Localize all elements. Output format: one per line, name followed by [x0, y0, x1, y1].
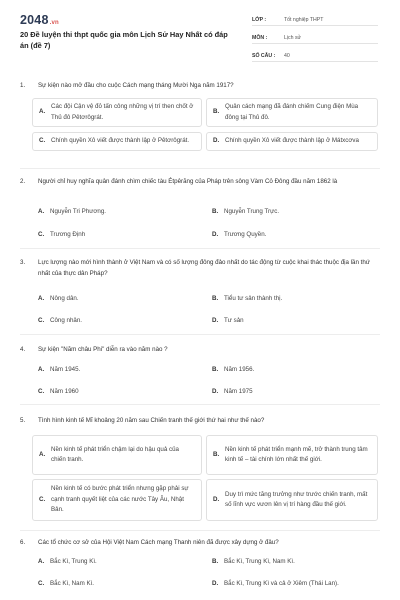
option-text: Bắc Kì, Trung Kì và cả ở Xiêm (Thái Lan).: [224, 580, 339, 587]
option-text: Nền kinh tế phát triển mạnh mẽ, trở thành trung tâm kinh tế – tài chính lớn nhất thế giới.: [225, 445, 368, 463]
logo-suffix: .vn: [49, 20, 59, 26]
option-text: Nền kinh tế phát triển chậm lại do hậu quả của chiến tranh.: [51, 445, 179, 463]
option-b[interactable]: [212, 294, 372, 305]
question-stem: [20, 80, 380, 91]
divider: [20, 168, 380, 169]
option-text: Tư sản: [224, 317, 244, 324]
option-letter: B.: [213, 450, 220, 458]
option-text: Nguyễn Tri Phương.: [50, 208, 107, 215]
question-stem: [20, 257, 380, 279]
option-text: Duy trì mức tăng trưởng như trước chiến tranh, mất số lĩnh vực vươn lên vị trí hàng đầu thế giới.: [225, 490, 368, 508]
option-letter: B.: [212, 366, 219, 373]
option-text: Bắc Kì, Trung Kì.: [50, 558, 97, 565]
option-c[interactable]: [38, 230, 198, 241]
option-text: Nguyễn Trung Trực.: [224, 208, 280, 215]
option-a[interactable]: [38, 294, 198, 305]
option-c[interactable]: [38, 579, 198, 590]
divider: [20, 248, 380, 249]
option-c[interactable]: [32, 132, 202, 151]
question-number: 5.: [20, 417, 26, 424]
option-text: Chính quyền Xô viết được thành lập ở Pêtơrôgrát.: [51, 137, 190, 144]
question-number: 3.: [20, 259, 26, 266]
option-letter: D.: [213, 495, 220, 503]
meta-count-label: SỐ CÂU :: [252, 52, 276, 59]
option-b[interactable]: [212, 557, 378, 568]
option-b[interactable]: [212, 207, 372, 218]
meta-subject-label: MÔN :: [252, 34, 268, 41]
option-text: Trương Định: [50, 231, 86, 238]
option-text: Quân cách mạng đã đánh chiếm Cung điện Mùa đông tại Thủ đô.: [225, 103, 359, 121]
question-stem: [20, 537, 380, 548]
option-b[interactable]: [206, 98, 378, 127]
option-letter: D.: [212, 388, 219, 395]
option-text: Năm 1945.: [50, 366, 81, 373]
option-letter: C.: [38, 580, 45, 587]
meta-class-row: [252, 14, 378, 26]
divider: [20, 530, 380, 531]
divider: [20, 404, 380, 405]
question-text: Sự kiện "Năm châu Phi" diễn ra vào năm nào ?: [38, 346, 168, 353]
option-text: Nền kinh tế có bước phát triển nhưng gặp phải sự cạnh tranh quyết liệt của các nước Tây Âu, Nhật Bản.: [51, 485, 189, 514]
option-d[interactable]: [212, 230, 372, 241]
question-text: Tình hình kinh tế Mĩ khoảng 20 năm sau Chiến tranh thế giới thứ hai như thế nào?: [38, 417, 265, 424]
option-letter: C.: [38, 388, 45, 395]
option-a[interactable]: [32, 435, 202, 475]
option-letter: D.: [213, 137, 220, 144]
meta-subject-value: Lịch sử: [284, 34, 302, 41]
option-letter: A.: [38, 208, 45, 215]
option-letter: A.: [39, 108, 46, 116]
option-text: Năm 1975: [224, 388, 253, 395]
site-logo[interactable]: [20, 13, 59, 27]
option-text: Chính quyền Xô viết được thành lập ở Mátxcơva: [225, 137, 359, 144]
option-d[interactable]: [212, 579, 378, 590]
question-stem: [20, 176, 380, 187]
divider: [20, 334, 380, 335]
option-letter: C.: [39, 137, 46, 144]
option-letter: A.: [39, 450, 46, 458]
option-letter: C.: [38, 317, 45, 324]
option-letter: D.: [212, 317, 219, 324]
question-text: Sự kiện nào mở đầu cho cuộc Cách mạng tháng Mười Nga năm 1917?: [38, 82, 234, 89]
question-stem: [20, 344, 380, 355]
logo-text: 2048: [20, 13, 49, 27]
option-text: Bắc Kì, Trung Kì, Nam Kì.: [224, 558, 295, 565]
page-header: [0, 0, 400, 62]
question-number: 6.: [20, 539, 26, 546]
option-letter: B.: [212, 208, 219, 215]
question-text: Các tổ chức cơ sở của Hội Việt Nam Cách mạng Thanh niên đã được xây dựng ở đâu?: [38, 539, 279, 546]
option-text: Nông dân.: [50, 295, 79, 302]
option-text: Các đội Cận vệ đỏ tấn công những vị trí then chốt ở Thủ đô Pêtơrôgrát.: [51, 103, 194, 121]
meta-count-value: 40: [284, 52, 290, 59]
option-d[interactable]: [206, 132, 378, 151]
option-letter: A.: [38, 558, 45, 565]
meta-class-value: Tốt nghiệp THPT: [284, 16, 324, 23]
option-letter: D.: [212, 580, 219, 587]
option-letter: A.: [38, 295, 45, 302]
question-text: Người chỉ huy nghĩa quân đánh chìm chiếc tàu Étpêrăng của Pháp trên sông Vàm Cỏ Đông đầu năm 1862 là: [38, 178, 338, 185]
option-letter: D.: [212, 231, 219, 238]
option-letter: C.: [38, 231, 45, 238]
meta-count-row: [252, 50, 378, 62]
option-text: Năm 1960: [50, 388, 79, 395]
option-letter: B.: [212, 558, 219, 565]
option-letter: C.: [39, 495, 46, 503]
question-stem: [20, 415, 380, 426]
option-b[interactable]: [212, 365, 372, 376]
meta-class-label: LỚP :: [252, 16, 267, 23]
option-text: Công nhân.: [50, 317, 82, 324]
option-a[interactable]: [38, 207, 198, 218]
option-text: Năm 1956.: [224, 366, 255, 373]
option-letter: A.: [38, 366, 45, 373]
option-d[interactable]: [212, 316, 372, 327]
option-text: Trương Quyền.: [224, 231, 267, 238]
option-a[interactable]: [38, 365, 198, 376]
option-a[interactable]: [32, 98, 202, 127]
option-c[interactable]: [38, 387, 198, 398]
exam-meta: [252, 14, 378, 68]
option-text: Bắc Kì, Nam Kì.: [50, 580, 95, 587]
option-b[interactable]: [206, 435, 378, 475]
option-a[interactable]: [38, 557, 198, 568]
page-title: 20 Đề luyện thi thpt quốc gia môn Lịch Sử Hay Nhất có đáp án (đề 7): [20, 30, 228, 50]
option-d[interactable]: [212, 387, 372, 398]
question-text: Lực lượng nào mới hình thành ở Việt Nam và có số lượng đông đảo nhất do tác động từ cuộc khai thác thuộc địa lần thứ nhất của thực dân Pháp?: [38, 259, 370, 277]
meta-subject-row: [252, 32, 378, 44]
option-d[interactable]: [206, 479, 378, 521]
option-c[interactable]: [38, 316, 198, 327]
option-letter: B.: [213, 108, 220, 116]
question-number: 1.: [20, 82, 26, 89]
option-letter: B.: [212, 295, 219, 302]
question-number: 4.: [20, 346, 26, 353]
option-text: Tiểu tư sản thành thị.: [224, 295, 283, 302]
question-number: 2.: [20, 178, 26, 185]
option-c[interactable]: [32, 479, 202, 521]
